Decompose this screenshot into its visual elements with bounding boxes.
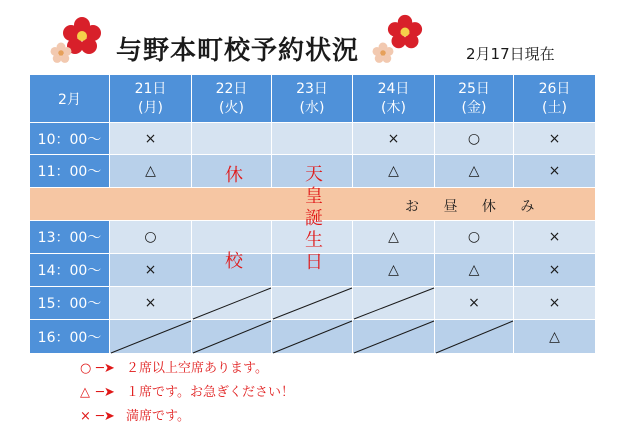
day-date: 25日 [458, 80, 490, 97]
arrow-icon: ─➤ [96, 361, 115, 376]
arrow-icon: ─➤ [96, 409, 115, 424]
day-date: 26日 [538, 80, 571, 97]
availability-cell: × [353, 123, 435, 155]
availability-cell: ○ [435, 123, 514, 155]
day-date: 22日 [215, 80, 248, 97]
availability-cell: △ [435, 254, 514, 287]
availability-cell: × [110, 254, 192, 287]
time-slot: 13：00～ [30, 221, 110, 254]
availability-cell: △ [353, 221, 435, 254]
availability-cell: △ [353, 155, 435, 188]
holiday-char: 誕 [305, 208, 323, 229]
time-slot: 11：00～ [30, 155, 110, 188]
diagonal-line [193, 321, 271, 353]
day-weekday: (月) [138, 99, 163, 116]
legend-symbol: ○ [80, 361, 92, 376]
closed-char: 休 [225, 165, 243, 186]
closed-label [225, 165, 243, 187]
month-header: 2月 [30, 75, 110, 123]
day-weekday: (土) [542, 99, 567, 116]
day-weekday: (火) [219, 99, 244, 116]
closed-char: 校 [225, 251, 243, 272]
time-slot: 14：00～ [30, 254, 110, 287]
day-weekday: (木) [381, 99, 406, 116]
availability-cell: × [514, 221, 596, 254]
legend-item [80, 357, 268, 376]
as-of-date: 2月17日現在 [466, 45, 555, 63]
day-weekday: (水) [299, 99, 325, 116]
legend-text: ２席以上空席あります。 [126, 361, 268, 376]
closed-label [225, 251, 243, 273]
legend-item [80, 381, 294, 400]
availability-cell: × [110, 287, 192, 320]
legend-symbol: × [80, 409, 91, 424]
availability-cell: × [514, 254, 596, 287]
page-title: 与野本町校予約状況 [116, 36, 360, 66]
availability-cell: × [110, 123, 192, 155]
plum-blossom-small-icon [372, 42, 394, 64]
diagonal-line [273, 288, 352, 319]
day-date: 23日 [296, 80, 328, 97]
availability-cell: × [435, 287, 514, 320]
diagonal-line [436, 321, 513, 353]
availability-cell: × [514, 287, 596, 320]
holiday-label [305, 164, 323, 274]
availability-cell: △ [353, 254, 435, 287]
availability-cell: △ [435, 155, 514, 188]
availability-cell: △ [110, 155, 192, 188]
lunch-break-label: お 昼 休 み [405, 199, 545, 215]
day-weekday: (金) [461, 99, 487, 116]
holiday-char: 日 [305, 252, 323, 273]
time-slot: 15：00～ [30, 287, 110, 320]
day-date: 24日 [377, 80, 410, 97]
legend-text: １席です。お急ぎください！ [126, 385, 294, 400]
time-slot: 10：00～ [30, 123, 110, 155]
availability-cell: × [514, 123, 596, 155]
legend-symbol: △ [80, 385, 90, 400]
diagonal-line [111, 321, 191, 353]
holiday-char: 天 [305, 164, 323, 185]
legend-item [80, 405, 190, 424]
availability-cell: ○ [110, 221, 192, 254]
diagonal-line [354, 288, 434, 319]
legend-text: 満席です。 [126, 409, 190, 424]
availability-cell: × [514, 155, 596, 188]
diagonal-line [193, 288, 271, 319]
holiday-char: 皇 [305, 186, 323, 207]
plum-blossom-small-icon [50, 42, 72, 64]
arrow-icon: ─➤ [96, 385, 115, 400]
day-date: 21日 [134, 80, 167, 97]
availability-cell: △ [514, 320, 596, 354]
diagonal-line [354, 321, 434, 353]
availability-cell: ○ [435, 221, 514, 254]
holiday-char: 生 [305, 230, 323, 251]
diagonal-line [273, 321, 352, 353]
time-slot: 16：00～ [30, 320, 110, 354]
